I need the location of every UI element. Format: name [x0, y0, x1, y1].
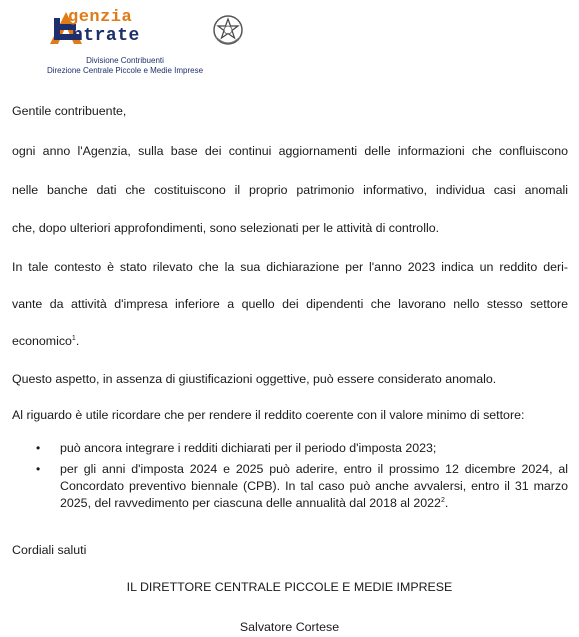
list-item-text-line-1: per gli anni d'imposta 2024 e 2025 può aderire, entro il prossimo 12 dicembre 2024, al: [60, 462, 568, 476]
list-item-end: .: [444, 496, 449, 510]
paragraph-1-line-3: che, dopo ulteriori approfondimenti, sono selezionati per le attività di controllo.: [12, 221, 440, 235]
closing: Cordiali saluti: [12, 543, 87, 557]
italian-republic-emblem-icon: [211, 11, 245, 49]
list-item-text-line-3-body: 2025, del ravvedimento per ciascuna delle annualità dal 2018 al 2022: [60, 496, 441, 510]
paragraph-2-line-3: [12, 334, 79, 348]
logo-text-entrate: ntrate: [72, 26, 140, 46]
paragraph-1-line-2: nelle banche dati che costituiscono il proprio patrimonio informativo, individua casi anomali: [12, 183, 568, 197]
list-item-text-line-2: Concordato preventivo biennale (CPB). In tal caso può anche avvalersi, entro il 31 marzo: [60, 479, 568, 493]
agenzia-entrate-logo: [46, 6, 196, 46]
bullet-marker: •: [36, 441, 41, 455]
logo-text-agenzia: genzia: [68, 8, 133, 27]
paragraph-3: Questo aspetto, in assenza di giustificazioni oggettive, può essere considerato anomalo.: [12, 372, 497, 386]
bullet-marker: •: [36, 462, 41, 476]
paragraph-2-line-2: vante da attività d'impresa inferiore a quello dei dipendenti che lavorano nello stesso settore: [12, 297, 568, 311]
directorate-name: Direzione Centrale Piccole e Medie Imprese: [46, 66, 204, 75]
paragraph-1-line-1: ogni anno l'Agenzia, sulla base dei continui aggiornamenti delle informazioni che confluiscono: [12, 144, 568, 158]
footnote-ref-1: 1: [71, 335, 76, 342]
division-name: Divisione Contribuenti: [86, 56, 164, 65]
paragraph-2-line-1: In tale contesto è stato rilevato che la sua dichiarazione per l'anno 2023 indica un reddito deri-: [12, 260, 568, 274]
paragraph-2-text: economico: [12, 334, 72, 348]
signature-name: Salvatore Cortese: [239, 620, 340, 634]
bullet-list: [12, 440, 568, 512]
list-item-text-line-3: [60, 495, 568, 512]
signature-title: IL DIRETTORE CENTRALE PICCOLE E MEDIE IMPRESE: [126, 580, 453, 594]
footnote-ref-2: 2: [440, 497, 445, 504]
list-item-text: può ancora integrare i redditi dichiarati per il periodo d'imposta 2023;: [60, 441, 437, 455]
greeting: Gentile contribuente,: [12, 104, 127, 118]
paragraph-2-end: .: [75, 334, 80, 348]
list-item: [12, 440, 568, 457]
list-item: [12, 461, 568, 512]
paragraph-4: Al riguardo è utile ricordare che per rendere il reddito coerente con il valore minimo di settore:: [12, 408, 525, 422]
